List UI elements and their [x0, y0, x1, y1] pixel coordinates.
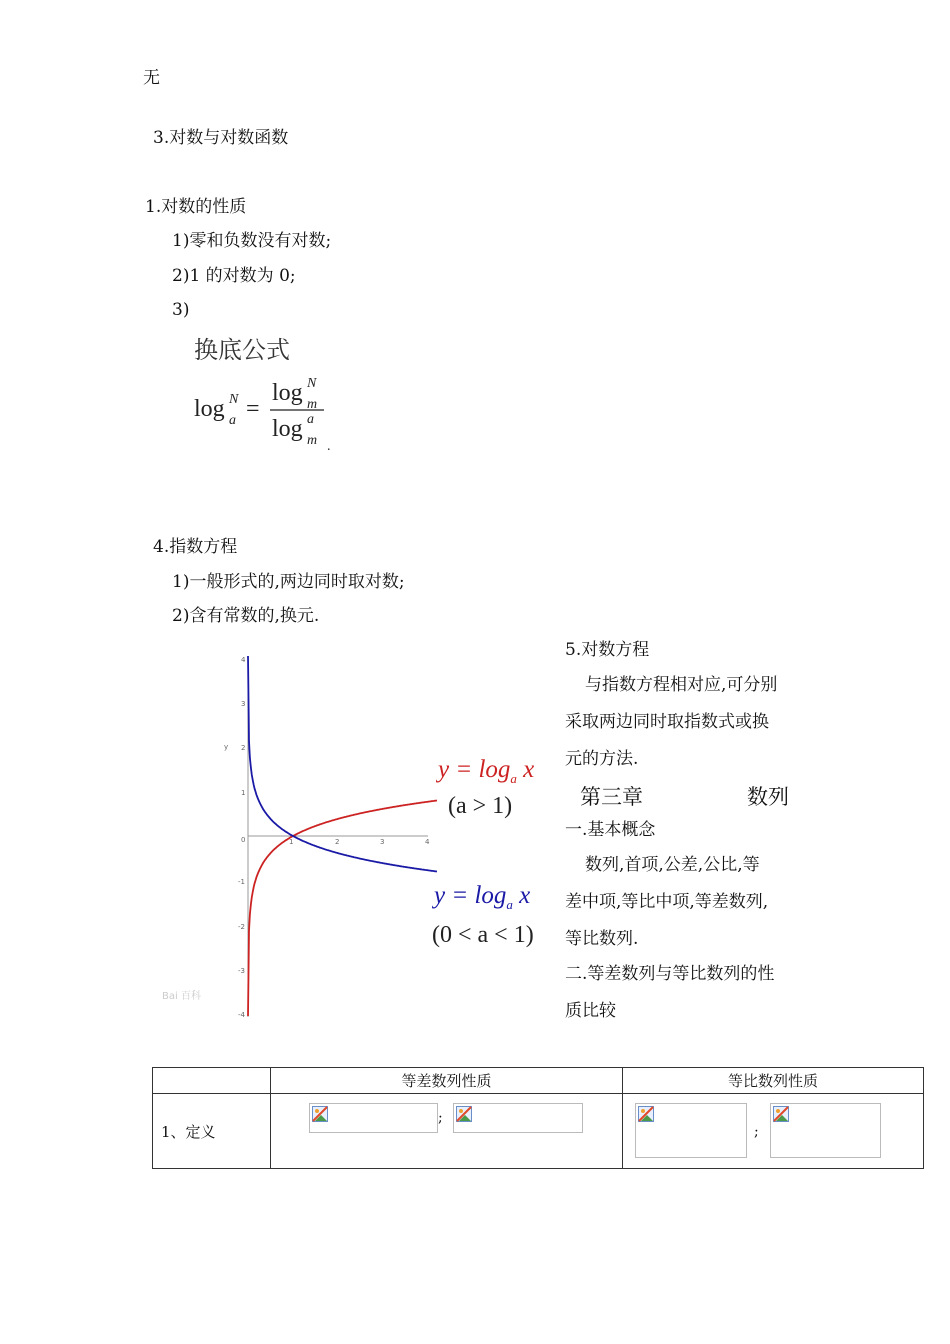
- curve-up-sub: a: [510, 771, 517, 786]
- den-log: log: [272, 416, 303, 442]
- semicolon: ;: [438, 1110, 443, 1126]
- section5-line-1: 与指数方程相对应,可分别: [585, 675, 778, 695]
- curve-up-var: x: [516, 756, 535, 783]
- curve-down-var: x: [512, 882, 531, 909]
- curve-up-condition: (a > 1): [448, 793, 513, 819]
- formula-svg: [190, 330, 350, 460]
- table-header-row: [153, 1068, 924, 1094]
- curve-increasing: [248, 801, 437, 1017]
- lhs-arg: N: [229, 392, 239, 407]
- log-function-graph: [150, 645, 550, 1030]
- svg-text:y = loga x: [435, 756, 534, 786]
- header-geo: 等比数列性质: [623, 1068, 924, 1094]
- section5-line-3: 元的方法.: [565, 749, 639, 769]
- y-tick-2: 2: [241, 744, 246, 752]
- log-prop-3: 3): [172, 300, 190, 320]
- top-note: 无: [143, 68, 160, 88]
- y-tick-4: 4: [241, 656, 246, 664]
- lhs-base: a: [229, 413, 236, 428]
- part2-line-2: 质比较: [565, 1001, 616, 1021]
- part1-line-3: 等比数列.: [565, 929, 639, 949]
- broken-image-placeholder: [770, 1103, 881, 1158]
- den-base: m: [307, 433, 318, 448]
- x-tick-1: 1: [289, 838, 294, 846]
- curve-down-label: y = log: [434, 882, 507, 909]
- y-axis-label: y: [224, 743, 229, 751]
- x-tick-4: 4: [425, 838, 430, 846]
- x-tick-3: 3: [380, 838, 385, 846]
- x-tick-2: 2: [335, 838, 340, 846]
- row-label-definition: 1、定义: [153, 1094, 271, 1169]
- broken-image-icon: [456, 1106, 472, 1122]
- semicolon: ;: [754, 1124, 759, 1140]
- broken-image-placeholder: [309, 1103, 438, 1133]
- num-base: m: [307, 397, 318, 412]
- broken-image-icon: [638, 1106, 654, 1122]
- section3-title: 3.对数与对数函数: [153, 128, 289, 148]
- curve-decreasing: [248, 656, 437, 872]
- formula-title: 换底公式: [194, 336, 290, 364]
- den-arg: a: [307, 412, 314, 427]
- log-prop-2: 2)1 的对数为 0;: [172, 266, 296, 286]
- svg-text:y = loga x: [431, 882, 530, 912]
- num-arg: N: [307, 376, 317, 391]
- broken-image-icon: [312, 1106, 328, 1122]
- x-tick-0: 0: [241, 836, 246, 844]
- curve-down-sub: a: [506, 897, 513, 912]
- y-tick-neg4: -4: [238, 1011, 245, 1019]
- log-prop-1: 1)零和负数没有对数;: [172, 231, 332, 251]
- part1-line-1: 数列,首项,公差,公比,等: [585, 855, 760, 875]
- num-log: log: [272, 380, 303, 406]
- section5-title: 5.对数方程: [565, 640, 650, 660]
- curve-down-condition: (0 < a < 1): [432, 922, 534, 948]
- curve-up-label: y = log: [438, 756, 511, 783]
- lhs-log: log: [194, 396, 225, 422]
- section4-title: 4.指数方程: [153, 537, 238, 557]
- header-empty-cell: [153, 1068, 271, 1094]
- y-tick-neg1: -1: [238, 878, 245, 886]
- change-of-base-formula: [190, 330, 350, 460]
- y-tick-neg2: -2: [238, 923, 245, 931]
- broken-image-placeholder: [635, 1103, 747, 1158]
- chapter-label: 第三章: [580, 785, 643, 809]
- part1-line-2: 差中项,等比中项,等差数列,: [565, 892, 769, 912]
- part1-title: 一.基本概念: [565, 820, 656, 840]
- section5-line-2: 采取两边同时取指数式或换: [565, 712, 769, 732]
- broken-image-icon: [773, 1106, 789, 1122]
- part2-line-1: 二.等差数列与等比数列的性: [565, 964, 775, 984]
- section4-item-1: 1)一般形式的,两边同时取对数;: [172, 572, 405, 592]
- log-props-title: 1.对数的性质: [145, 197, 247, 217]
- formula-trailing: .: [327, 439, 331, 454]
- equals-sign: =: [246, 396, 260, 422]
- chapter-name: 数列: [747, 785, 789, 809]
- y-tick-3: 3: [241, 700, 246, 708]
- broken-image-placeholder: [453, 1103, 583, 1133]
- section4-item-2: 2)含有常数的,换元.: [172, 606, 320, 626]
- y-tick-neg3: -3: [238, 967, 245, 975]
- header-arith: 等差数列性质: [271, 1068, 623, 1094]
- y-tick-1: 1: [241, 789, 246, 797]
- watermark: Bai 百科: [162, 991, 201, 1002]
